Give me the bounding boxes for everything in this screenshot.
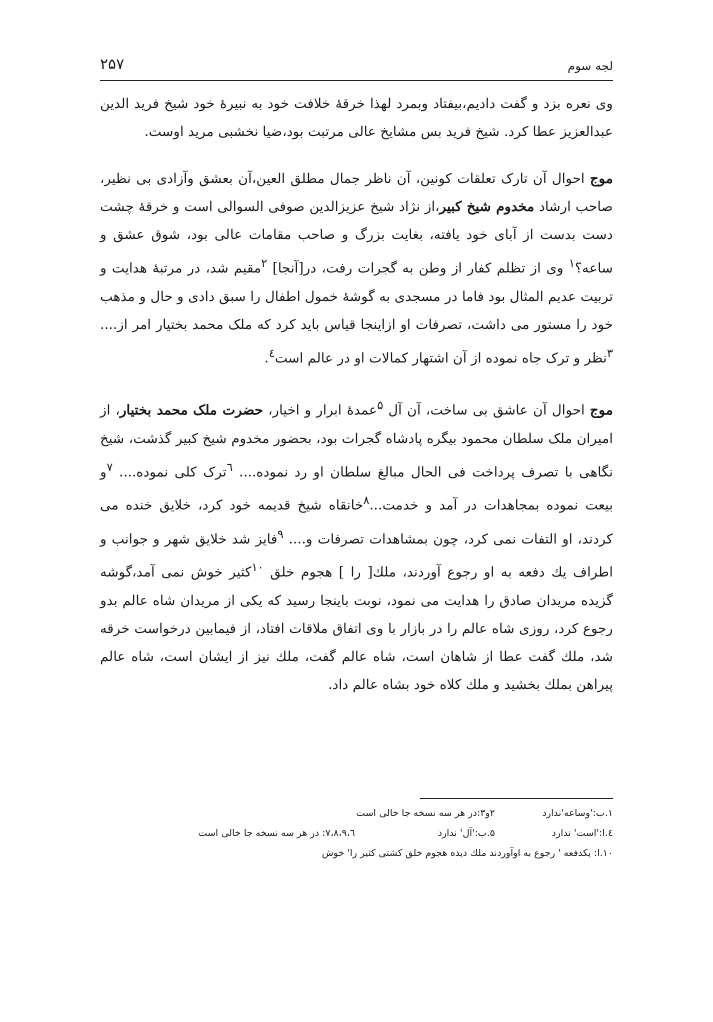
paragraph-2: موج احوال آن تارک تعلقات کونین، آن ناظر جمال مطلق العین،آن بعشق وآزادی بی نظیر، صاحب ارشاد مخدوم شیخ کبیر،از نژاد شیخ عزیزالدین صوفی السوالی است و خرقهٔ چشت دست بدست از آبای خود یافته، بغایت بزرگ و صاحب مقامات عالی بود، شوق عشق و ساعه؟$^۱$ وی از تظلم کفار از وطن به گجرات رفت، در[آنجا] $^۲$مقیم شد، در مرتبهٔ هدایت و تربیت عدیم المثال بود فاما در مسجدی به گوشهٔ خمول اطفال را سبق دادی و حال و مذهب خود را مستور می داشت، تصرفات او ازاینجا قیاس باید کرد که ملک محمد بختیار امر از.... $^۳$نظر و ترک جاه نموده از آن اشتهار کمالات او در عالم است$^٤$. — [100, 171, 613, 367]
footnote-row — [100, 808, 613, 828]
footnote: ۱.ب:'وساعه'ندارد — [542, 808, 613, 819]
footnote-row — [100, 828, 613, 848]
footnote-row — [100, 848, 613, 868]
footnote: ۱۰.ا: یکدفعه ' رجوع به اوآوردند ملك دیده هجوم خلق کشتی کثیر را' خوش — [321, 848, 613, 859]
footnote: ۵.ب:'آل' ندارد — [437, 828, 495, 839]
page-number: ۲۵۷ — [100, 55, 125, 73]
chapter-title: لجه سوم — [567, 59, 613, 73]
paragraph-3: موج احوال آن عاشق بی ساخت، آن آل $^۵$عمدهٔ ابرار و اخیار، حضرت ملک محمد بختیار، از امیران ملک سلطان محمود بیگره پادشاه گجرات بود، بحضور مخدوم شیخ کبیر گذشت، شیخ نگاهی با تصرف پرداخت فی الحال مبالغ سلطان او رد نموده.... $^٦$ترک کلی نموده.... $^۷$و بیعت نموده بمجاهدات در آمد و خدمت...$^۸$خانقاه شیخ قدیمه خود کرد، خلایق خنده می کردند، او التفات نمی کرد، چون بمشاهدات تصرفات و.... $^۹$فایز شد خلایق شهر و جوانب و اطراف یك دفعه به او رجوع آوردند، ملك[ را ] هجوم خلق $^{۱۰}$کثیر خوش نمی آمد،گوشه گزیده مریدان صادق را هدایت می نمود، نوبت باینجا رسید که یکی از مریدان شاه عالم بدو رجوع کرد، روزی شاه عالم را در بازار با وی اتفاق ملاقات افتاد، از فیمابین درخواست خرقه شد، ملك گفت عطا از شاهان است، شاه عالم گفت، ملك نیز از ایشان است، شاه عالم پیراهن بملك بخشید و ملك کلاه خود بشاه عالم داد. — [100, 398, 613, 693]
footnote: ٦،۷،۸،۹: در هر سه نسخه جا خالی است — [198, 828, 355, 839]
footnote: ٤.ا:'است' ندارد — [551, 828, 613, 839]
paragraph-1: وی نعره بزد و گفت دادیم،بیفتاد وبمرد لهذا خرقهٔ خلافت خود به نبیرهٔ خود شیخ فرید الدین عبدالعزیز عطا کرد. شیخ فرید بس مشایخ عالی مرتبت بود،ضیا نخشبی مرید اوست. — [100, 96, 613, 140]
header-rule — [100, 80, 613, 81]
running-header — [100, 55, 613, 77]
footnote-rule — [420, 798, 613, 799]
footnotes — [100, 808, 613, 868]
main-text — [100, 90, 613, 718]
footnote: ۲و۳:در هر سه نسخه جا خالی است — [356, 808, 495, 819]
